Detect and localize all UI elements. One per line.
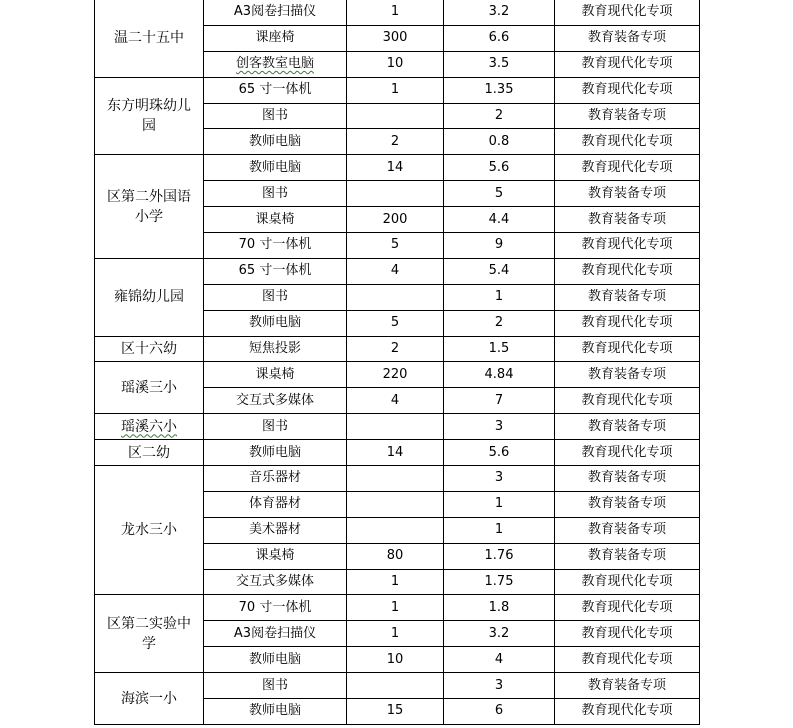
amount-cell: 4 <box>444 647 555 673</box>
amount-cell: 1.8 <box>444 595 555 621</box>
item-cell: 教师电脑 <box>204 155 347 181</box>
quantity-cell: 4 <box>347 258 444 284</box>
project-cell: 教育现代化专项 <box>555 388 700 414</box>
item-cell: A3阅卷扫描仪 <box>204 621 347 647</box>
quantity-cell: 220 <box>347 362 444 388</box>
table-row <box>95 440 700 466</box>
table-row <box>95 258 700 284</box>
quantity-cell <box>347 517 444 543</box>
project-cell: 教育现代化专项 <box>555 77 700 103</box>
quantity-cell: 1 <box>347 595 444 621</box>
school-name: 东方明珠幼儿园 <box>107 98 191 134</box>
school-name: 龙水三小 <box>121 522 177 539</box>
item-cell: 65 寸一体机 <box>204 258 347 284</box>
project-cell: 教育装备专项 <box>555 25 700 51</box>
quantity-cell: 10 <box>347 51 444 77</box>
school-name: 雍锦幼儿园 <box>114 289 184 306</box>
amount-cell: 3.2 <box>444 621 555 647</box>
table-row <box>95 595 700 621</box>
amount-cell: 0.8 <box>444 129 555 155</box>
quantity-cell: 2 <box>347 129 444 155</box>
school-name-cell <box>95 77 204 155</box>
amount-cell: 5.4 <box>444 258 555 284</box>
school-name-cell <box>95 0 204 77</box>
item-cell: 音乐器材 <box>204 466 347 492</box>
amount-cell: 9 <box>444 233 555 259</box>
school-name: 区二幼 <box>128 444 170 461</box>
project-cell: 教育现代化专项 <box>555 0 700 25</box>
project-cell: 教育现代化专项 <box>555 595 700 621</box>
school-name: 区十六幼 <box>121 341 177 358</box>
quantity-cell: 14 <box>347 440 444 466</box>
amount-cell: 1 <box>444 284 555 310</box>
item-cell: 教师电脑 <box>204 129 347 155</box>
quantity-cell <box>347 673 444 699</box>
project-cell: 教育装备专项 <box>555 517 700 543</box>
item-cell: 课座椅 <box>204 25 347 51</box>
project-cell: 教育装备专项 <box>555 491 700 517</box>
item-cell: 教师电脑 <box>204 647 347 673</box>
project-cell: 教育现代化专项 <box>555 336 700 362</box>
amount-cell: 3 <box>444 414 555 440</box>
amount-cell: 3.5 <box>444 51 555 77</box>
school-name-cell <box>95 440 204 466</box>
amount-cell: 1 <box>444 491 555 517</box>
project-cell: 教育装备专项 <box>555 284 700 310</box>
table-row <box>95 673 700 699</box>
quantity-cell <box>347 284 444 310</box>
item-cell: 图书 <box>204 284 347 310</box>
amount-cell: 4.84 <box>444 362 555 388</box>
item-cell: 交互式多媒体 <box>204 569 347 595</box>
amount-cell: 3 <box>444 466 555 492</box>
quantity-cell: 200 <box>347 207 444 233</box>
school-name-cell <box>95 673 204 725</box>
quantity-cell <box>347 491 444 517</box>
school-name-cell <box>95 414 204 440</box>
item-cell: 70 寸一体机 <box>204 233 347 259</box>
table-row <box>95 336 700 362</box>
project-cell: 教育装备专项 <box>555 543 700 569</box>
quantity-cell: 10 <box>347 647 444 673</box>
amount-cell: 1 <box>444 517 555 543</box>
quantity-cell: 300 <box>347 25 444 51</box>
amount-cell: 1.76 <box>444 543 555 569</box>
project-cell: 教育现代化专项 <box>555 647 700 673</box>
item-cell: 短焦投影 <box>204 336 347 362</box>
item-cell: 图书 <box>204 103 347 129</box>
quantity-cell <box>347 466 444 492</box>
item-cell: 课桌椅 <box>204 543 347 569</box>
project-cell: 教育装备专项 <box>555 414 700 440</box>
item-cell: 图书 <box>204 181 347 207</box>
school-name: 区第二外国语小学 <box>107 188 191 225</box>
amount-cell: 1.5 <box>444 336 555 362</box>
school-name-cell <box>95 258 204 336</box>
item-cell: 课桌椅 <box>204 362 347 388</box>
table-body <box>95 0 700 724</box>
item-cell: 图书 <box>204 673 347 699</box>
project-cell: 教育现代化专项 <box>555 310 700 336</box>
item-cell: 65 寸一体机 <box>204 77 347 103</box>
project-cell: 教育现代化专项 <box>555 569 700 595</box>
item-cell: 教师电脑 <box>204 699 347 725</box>
table-row <box>95 362 700 388</box>
amount-cell: 6 <box>444 699 555 725</box>
item-cell: 创客教室电脑 <box>204 51 347 77</box>
project-cell: 教育现代化专项 <box>555 129 700 155</box>
amount-cell: 3.2 <box>444 0 555 25</box>
project-cell: 教育现代化专项 <box>555 699 700 725</box>
table-row <box>95 0 700 25</box>
amount-cell: 5.6 <box>444 440 555 466</box>
amount-cell: 2 <box>444 310 555 336</box>
school-name-cell <box>95 362 204 414</box>
amount-cell: 2 <box>444 103 555 129</box>
table-row <box>95 155 700 181</box>
amount-cell: 4.4 <box>444 207 555 233</box>
project-cell: 教育装备专项 <box>555 103 700 129</box>
school-name: 瑶溪三小 <box>121 379 177 396</box>
quantity-cell: 14 <box>347 155 444 181</box>
amount-cell: 3 <box>444 673 555 699</box>
project-cell: 教育现代化专项 <box>555 233 700 259</box>
school-name: 瑶溪六小 <box>121 418 177 435</box>
item-cell: 教师电脑 <box>204 310 347 336</box>
item-cell: 美术器材 <box>204 517 347 543</box>
amount-cell: 7 <box>444 388 555 414</box>
table-row <box>95 466 700 492</box>
school-name-cell <box>95 595 204 673</box>
project-cell: 教育装备专项 <box>555 466 700 492</box>
quantity-cell: 1 <box>347 0 444 25</box>
table-row <box>95 414 700 440</box>
project-cell: 教育现代化专项 <box>555 155 700 181</box>
amount-cell: 5 <box>444 181 555 207</box>
quantity-cell: 1 <box>347 77 444 103</box>
school-name-cell <box>95 155 204 259</box>
allocation-table <box>94 0 700 725</box>
school-name: 海滨一小 <box>121 690 177 707</box>
quantity-cell: 5 <box>347 233 444 259</box>
quantity-cell: 5 <box>347 310 444 336</box>
school-name: 区第二实验中学 <box>107 615 191 652</box>
item-cell: A3阅卷扫描仪 <box>204 0 347 25</box>
amount-cell: 1.75 <box>444 569 555 595</box>
item-cell: 课桌椅 <box>204 207 347 233</box>
project-cell: 教育现代化专项 <box>555 440 700 466</box>
item-cell: 交互式多媒体 <box>204 388 347 414</box>
item-cell: 体育器材 <box>204 491 347 517</box>
project-cell: 教育装备专项 <box>555 181 700 207</box>
amount-cell: 5.6 <box>444 155 555 181</box>
quantity-cell <box>347 103 444 129</box>
project-cell: 教育现代化专项 <box>555 51 700 77</box>
item-cell: 图书 <box>204 414 347 440</box>
quantity-cell: 80 <box>347 543 444 569</box>
amount-cell: 6.6 <box>444 25 555 51</box>
item-cell: 70 寸一体机 <box>204 595 347 621</box>
amount-cell: 1.35 <box>444 77 555 103</box>
quantity-cell: 1 <box>347 621 444 647</box>
quantity-cell: 2 <box>347 336 444 362</box>
project-cell: 教育装备专项 <box>555 673 700 699</box>
quantity-cell <box>347 181 444 207</box>
project-cell: 教育装备专项 <box>555 207 700 233</box>
project-cell: 教育现代化专项 <box>555 621 700 647</box>
project-cell: 教育现代化专项 <box>555 258 700 284</box>
school-name-cell <box>95 466 204 595</box>
table-row <box>95 77 700 103</box>
item-cell: 教师电脑 <box>204 440 347 466</box>
school-name: 温二十五中 <box>114 30 184 47</box>
project-cell: 教育装备专项 <box>555 362 700 388</box>
quantity-cell: 15 <box>347 699 444 725</box>
quantity-cell <box>347 414 444 440</box>
school-name-cell <box>95 336 204 362</box>
quantity-cell: 1 <box>347 569 444 595</box>
quantity-cell: 4 <box>347 388 444 414</box>
